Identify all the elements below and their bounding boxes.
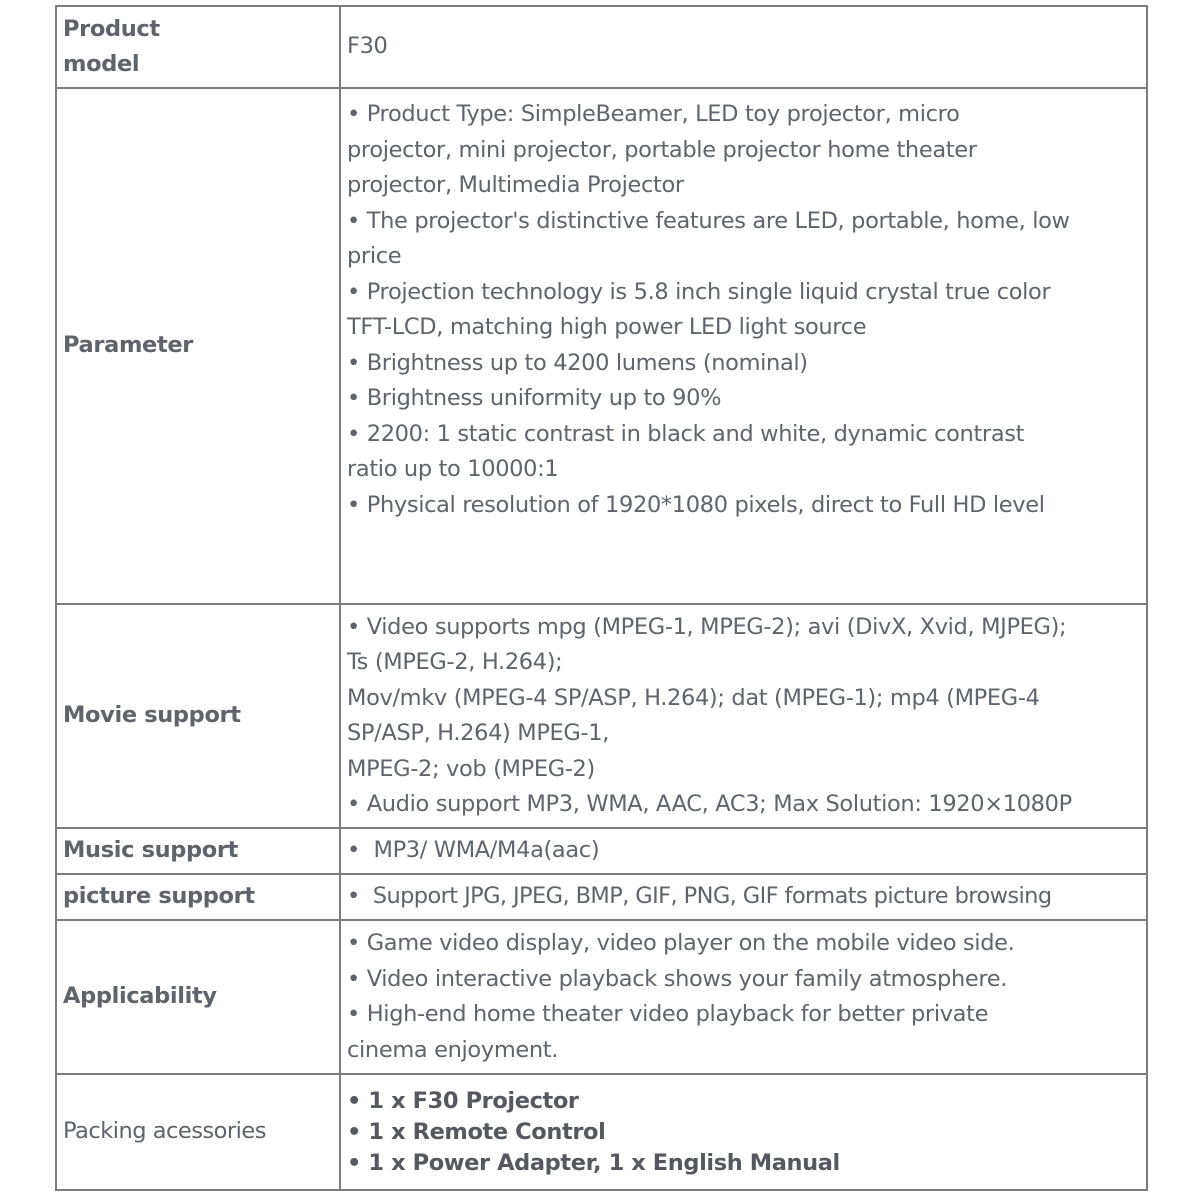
value-line: • Audio support MP3, WMA, AAC, AC3; Max Solution: 1920×1080P [347,791,1072,817]
value-line: TFT-LCD, matching high power LED light source [347,314,867,340]
value-line: price [347,243,402,269]
table-row-parameter [56,88,1147,604]
row-label-line: Product [63,16,160,42]
value-line: projector, Multimedia Projector [347,172,684,198]
value-line: • 1 x F30 Projector [347,1087,579,1114]
row-value [340,604,1147,828]
row-label: Applicability [56,920,340,1074]
value-line: MPEG-2; vob (MPEG-2) [347,755,595,782]
value-line: • Product Type: SimpleBeamer, LED toy projector, micro [347,101,960,127]
row-value [340,828,1147,874]
value-line: Mov/mkv (MPEG-4 SP/ASP, H.264); dat (MPEG-1); mp4 (MPEG-4 [347,684,1040,711]
table-row-picture-support [56,874,1147,920]
value-line: Ts (MPEG-2, H.264); [347,649,563,675]
row-label: Parameter [56,88,340,604]
value-line: • Support JPG, JPEG, BMP, GIF, PNG, GIF formats picture browsing [347,883,1052,910]
row-label: picture support [56,874,340,920]
row-value [340,1074,1147,1190]
product-model-value: F30 [347,33,388,60]
value-line: • The projector's distinctive features are LED, portable, home, low [347,207,1070,234]
row-value [340,88,1147,604]
row-label: Packing acessories [56,1074,340,1190]
row-label: Movie support [56,604,340,828]
value-line: • Video supports mpg (MPEG-1, MPEG-2); avi (DivX, Xvid, MJPEG); [347,613,1067,640]
row-value [340,874,1147,920]
table-row-movie-support [56,604,1147,828]
value-line: • MP3/ WMA/M4a(aac) [347,837,600,864]
value-line: • Brightness up to 4200 lumens (nominal) [347,349,808,376]
product-spec-table [55,5,1148,1191]
row-value [340,920,1147,1074]
value-line: SP/ASP, H.264) MPEG-1, [347,720,610,746]
row-label: Music support [56,828,340,874]
value-line: ratio up to 10000:1 [347,456,559,482]
value-line: • Game video display, video player on the mobile video side. [347,930,1015,956]
table-row-music-support [56,828,1147,874]
row-label-line: model [63,51,140,77]
value-line: cinema enjoyment. [347,1036,559,1063]
row-value [340,6,1147,88]
table-row-applicability [56,920,1147,1074]
value-line: • Brightness uniformity up to 90% [347,385,722,411]
value-line: • 2200: 1 static contrast in black and white, dynamic contrast [347,420,1025,447]
value-line: • High-end home theater video playback for better private [347,1001,989,1027]
value-line: • 1 x Remote Control [347,1118,606,1145]
row-label [56,6,340,88]
table-row-product-model [56,6,1147,88]
value-line: • Projection technology is 5.8 inch single liquid crystal true color [347,278,1051,305]
value-line: • Video interactive playback shows your family atmosphere. [347,965,1008,992]
table-row-packing-accessories [56,1074,1147,1190]
value-line: projector, mini projector, portable projector home theater [347,136,977,163]
value-line: • 1 x Power Adapter, 1 x English Manual [347,1149,840,1176]
value-line: • Physical resolution of 1920*1080 pixels, direct to Full HD level [347,491,1045,518]
